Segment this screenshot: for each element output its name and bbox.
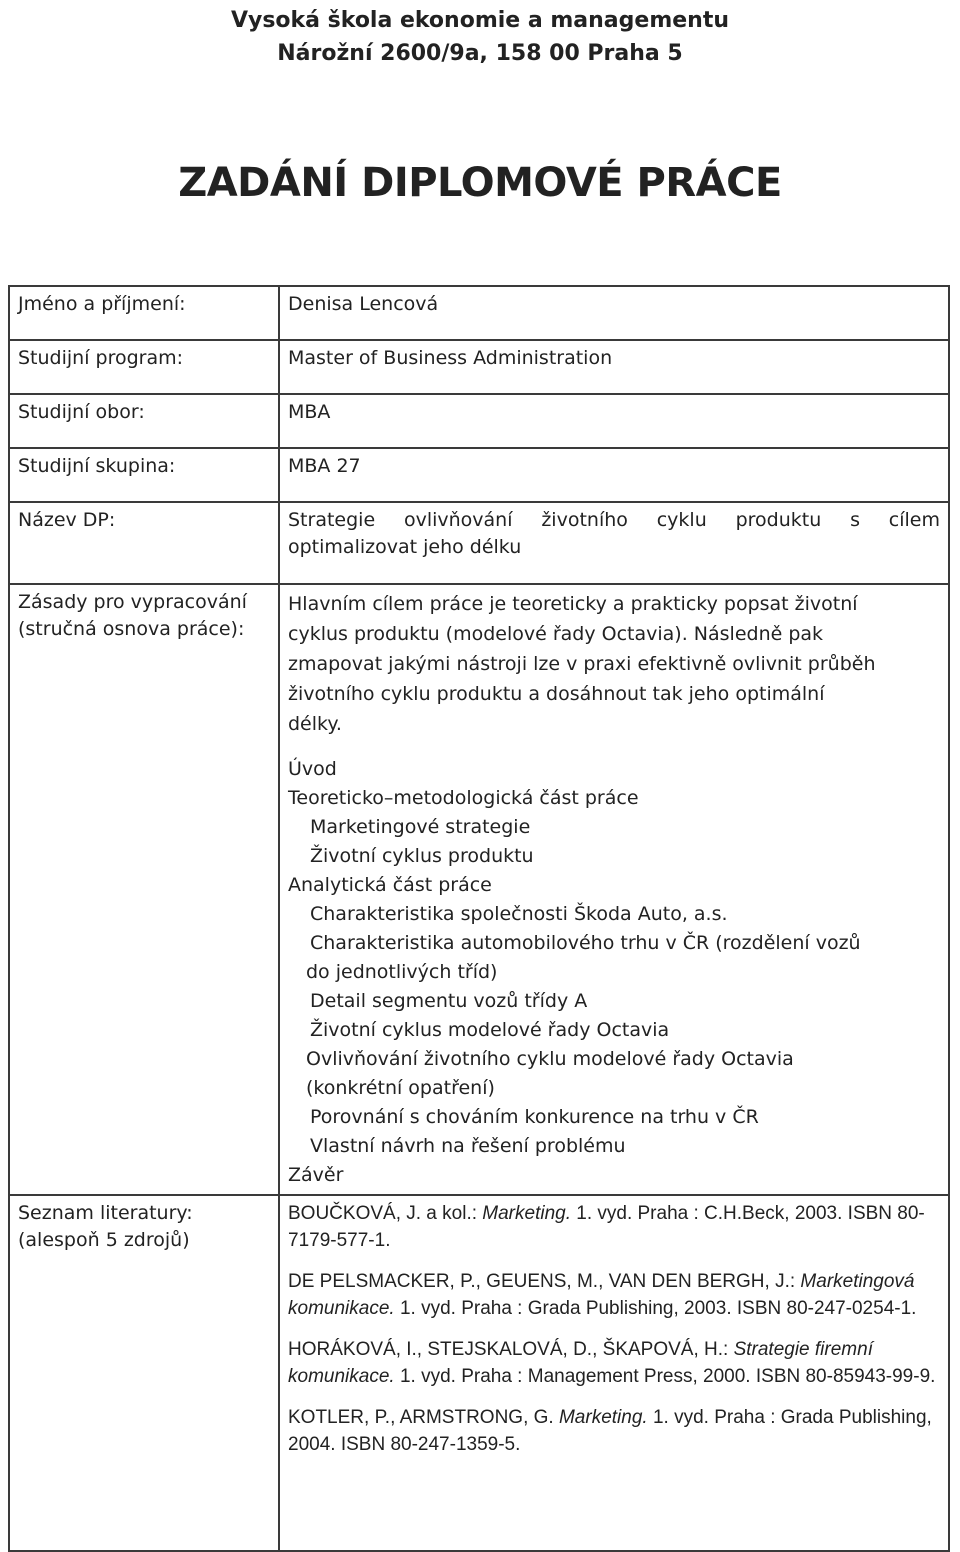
ref-authors: HORÁKOVÁ, I., STEJSKALOVÁ, D., ŠKAPOVÁ, H.: [288,1339,734,1360]
value-literatura [279,1195,949,1551]
row-zasady [9,584,949,1195]
literatura-label-line-2: (alespoň 5 zdrojů) [18,1229,190,1251]
literatura-label-line-1: Seznam literatury: [18,1202,193,1224]
para-line: délky. [288,713,342,735]
outline-item: (konkrétní opatření) [306,1077,495,1099]
ref-publication: 1. vyd. Praha : Grada Publishing, 2003. ISBN 80-247-0254-1. [394,1298,917,1319]
row-name [9,286,949,340]
label-name: Jméno a příjmení: [9,286,279,340]
zasady-label-line-1: Zásady pro vypracování [18,591,247,613]
outline-item: Analytická část práce [288,874,492,896]
value-zasady [279,584,949,1195]
row-program [9,340,949,394]
outline-item: Detail segmentu vozů třídy A [310,990,588,1012]
value-program: Master of Business Administration [279,340,949,394]
reference-item [288,1336,940,1390]
reference-item [288,1200,940,1254]
ref-publication: 1. vyd. Praha : Grada Publishing, 2004. ISBN 80-247-1359-5. [288,1407,932,1455]
outline-item: Ovlivňování životního cyklu modelové řady Octavia [306,1048,794,1070]
outline-item: Životní cyklus modelové řady Octavia [310,1019,670,1041]
institution-name: Vysoká škola ekonomie a managementu [230,8,730,33]
ref-publication: 1. vyd. Praha : C.H.Beck, 2003. ISBN 80-7179-577-1. [288,1203,925,1251]
outline-item: Teoreticko–metodologická část práce [288,787,639,809]
outline-item: Životní cyklus produktu [310,845,534,867]
row-nazev-dp [9,502,949,584]
outline-item: Charakteristika automobilového trhu v ČR (rozdělení vozů [310,932,861,954]
ref-title: Marketing. [558,1407,648,1428]
nazev-line-2: optimalizovat jeho délku [288,536,522,558]
para-line: Hlavním cílem práce je teoreticky a prakticky popsat životní [288,593,858,615]
reference-item [288,1268,940,1322]
outline-item: Porovnání s chováním konkurence na trhu v ČR [310,1106,759,1128]
ref-publication: 1. vyd. Praha : Management Press, 2000. ISBN 80-85943-99-9. [394,1366,936,1387]
outline-item: Závěr [288,1164,344,1186]
ref-title: Marketingová komunikace. [288,1271,915,1319]
label-obor: Studijní obor: [9,394,279,448]
row-obor [9,394,949,448]
document-header [0,4,960,70]
ref-authors: DE PELSMACKER, P., GEUENS, M., VAN DEN BERGH, J.: [288,1271,801,1292]
value-name: Denisa Lencová [279,286,949,340]
outline-item: do jednotlivých tříd) [306,961,498,983]
reference-item [288,1404,940,1458]
para-line: cyklus produktu (modelové řady Octavia). Následně pak [288,623,824,645]
zasady-paragraph [288,589,940,739]
outline-item: Vlastní návrh na řešení problému [310,1135,626,1157]
institution-address: Nárožní 2600/9a, 158 00 Praha 5 [277,41,683,66]
ref-authors: KOTLER, P., ARMSTRONG, G. [288,1407,559,1428]
assignment-form-table [8,285,950,1552]
outline-item: Marketingové strategie [310,816,531,838]
ref-authors: BOUČKOVÁ, J. a kol.: [288,1203,483,1224]
outline-item: Charakteristika společnosti Škoda Auto, a.s. [310,903,728,925]
label-nazev-dp: Název DP: [9,502,279,584]
row-literatura [9,1195,949,1551]
outline-item: Úvod [288,758,337,780]
value-skupina: MBA 27 [279,448,949,502]
para-line: zmapovat jakými nástroji lze v praxi efektivně ovlivnit průběh [288,653,876,675]
label-skupina: Studijní skupina: [9,448,279,502]
document-title: ZADÁNÍ DIPLOMOVÉ PRÁCE [178,160,782,206]
label-literatura [9,1195,279,1551]
zasady-outline [288,755,940,1190]
ref-title: Strategie firemní komunikace. [288,1339,873,1387]
nazev-line-1: Strategie ovlivňování životního cyklu produktu s cílem [288,509,940,531]
label-program: Studijní program: [9,340,279,394]
row-skupina [9,448,949,502]
value-nazev-dp [279,502,949,584]
value-obor: MBA [279,394,949,448]
ref-title: Marketing. [482,1203,571,1224]
label-zasady [9,584,279,1195]
para-line: životního cyklu produktu a dosáhnout tak jeho optimální [288,683,825,705]
zasady-label-line-2: (stručná osnova práce): [18,618,245,640]
